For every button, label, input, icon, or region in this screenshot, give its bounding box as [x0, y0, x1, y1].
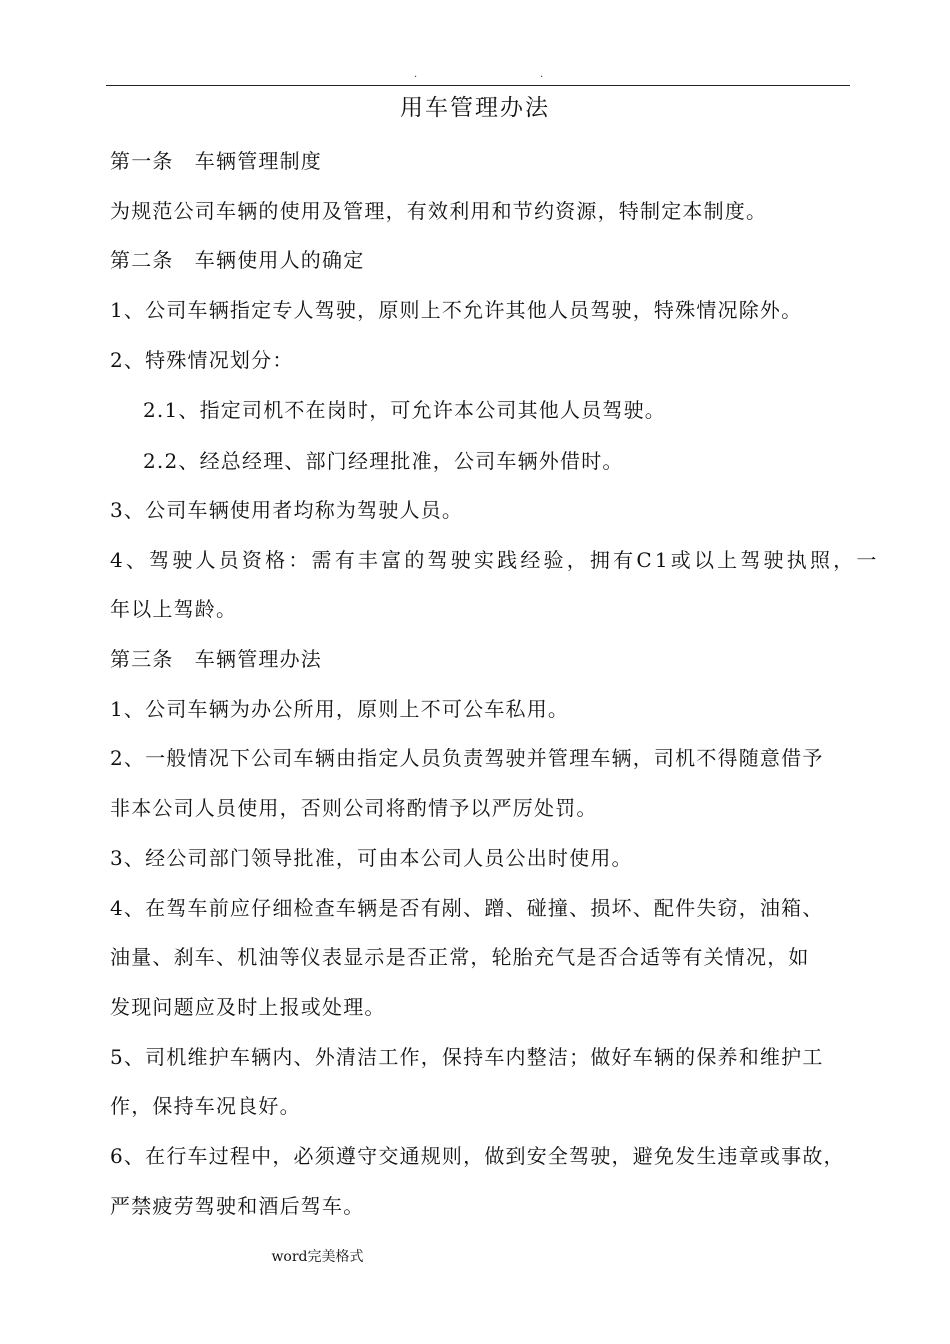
- paragraph-line: 作，保持车况良好。: [110, 1094, 301, 1118]
- paragraph-line: 严禁疲劳驾驶和酒后驾车。: [110, 1194, 365, 1218]
- sub-item-line: 2.2、经总经理、部门经理批准，公司车辆外借时。: [143, 449, 624, 473]
- article-heading-2: 第二条 车辆使用人的确定: [110, 248, 365, 272]
- paragraph-line: 发现问题应及时上报或处理。: [110, 995, 386, 1019]
- paragraph-line: 为规范公司车辆的使用及管理，有效利用和节约资源，特制定本制度。: [110, 199, 768, 223]
- article-heading-1: 第一条 车辆管理制度: [110, 149, 322, 173]
- paragraph-line: 2、特殊情况划分：: [110, 348, 294, 372]
- paragraph-line: 油量、刹车、机油等仪表显示是否正常，轮胎充气是否合适等有关情况，如: [110, 945, 810, 969]
- paragraph-line: 6、在行车过程中，必须遵守交通规则，做到安全驾驶，避免发生违章或事故，: [110, 1144, 845, 1168]
- paragraph-line: 3、经公司部门领导批准，可由本公司人员公出时使用。: [110, 846, 633, 870]
- header-dot-left: .: [414, 69, 418, 80]
- page-footer: word完美格式: [271, 1249, 364, 1265]
- paragraph-line: 5、司机维护车辆内、外清洁工作，保持车内整洁；做好车辆的保养和维护工: [110, 1045, 824, 1069]
- header-dot-right: .: [540, 69, 544, 80]
- paragraph-line: 非本公司人员使用，否则公司将酌情予以严厉处罚。: [110, 796, 598, 820]
- paragraph-line: 2、一般情况下公司车辆由指定人员负责驾驶并管理车辆，司机不得随意借予: [110, 746, 824, 770]
- article-heading-3: 第三条 车辆管理办法: [110, 647, 322, 671]
- paragraph-line: 3、公司车辆使用者均称为驾驶人员。: [110, 498, 464, 522]
- header-rule: [106, 85, 850, 86]
- paragraph-line: 1、公司车辆为办公所用，原则上不可公车私用。: [110, 697, 570, 721]
- paragraph-line: 年以上驾龄。: [110, 597, 238, 621]
- sub-item-line: 2.1、指定司机不在岗时，可允许本公司其他人员驾驶。: [143, 398, 667, 422]
- paragraph-line: 4、驾驶人员资格：需有丰富的驾驶实践经验，拥有C1或以上驾驶执照，一: [110, 548, 880, 572]
- paragraph-line: 1、公司车辆指定专人驾驶，原则上不允许其他人员驾驶，特殊情况除外。: [110, 298, 803, 322]
- paragraph-line: 4、在驾车前应仔细检查车辆是否有剐、蹭、碰撞、损坏、配件失窃，油箱、: [110, 896, 824, 920]
- document-title: 用车管理办法: [400, 95, 550, 121]
